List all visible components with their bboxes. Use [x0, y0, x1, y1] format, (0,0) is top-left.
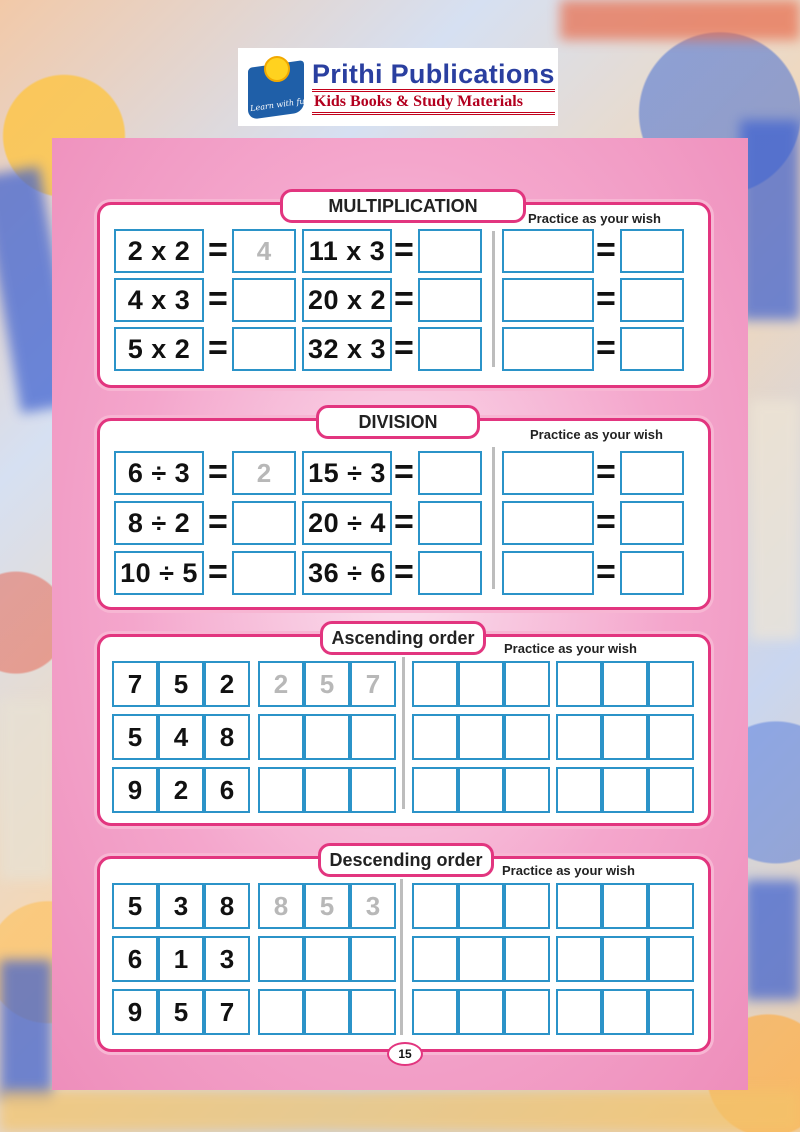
expression-box: 15 ÷ 3 — [302, 451, 392, 495]
equals-sign: = — [208, 280, 228, 318]
section-divider — [402, 657, 405, 809]
equals-sign: = — [208, 553, 228, 591]
logo-caption: Learn with fun — [249, 95, 311, 114]
practice-answer-cell[interactable] — [648, 714, 694, 760]
book-logo-icon — [244, 52, 311, 122]
practice-cell[interactable] — [412, 883, 458, 929]
answer-cell[interactable] — [304, 767, 350, 813]
section-divider — [400, 879, 403, 1035]
answer-cell[interactable]: 2 — [258, 661, 304, 707]
expression-box: 32 x 3 — [302, 327, 392, 371]
practice-answer-box[interactable] — [620, 551, 684, 595]
number-cell: 5 — [158, 661, 204, 707]
equals-sign: = — [596, 553, 616, 591]
answer-cell[interactable] — [258, 767, 304, 813]
section-divider — [492, 447, 495, 589]
number-cell: 2 — [204, 661, 250, 707]
practice-cell[interactable] — [504, 883, 550, 929]
number-cell: 5 — [112, 714, 158, 760]
number-cell: 5 — [158, 989, 204, 1035]
number-cell: 9 — [112, 767, 158, 813]
practice-cell[interactable] — [504, 661, 550, 707]
practice-question-box[interactable] — [502, 451, 594, 495]
expression-box: 36 ÷ 6 — [302, 551, 392, 595]
practice-cell[interactable] — [504, 767, 550, 813]
answer-box[interactable] — [418, 451, 482, 495]
equals-sign: = — [208, 453, 228, 491]
practice-answer-box[interactable] — [620, 501, 684, 545]
practice-answer-cell[interactable] — [648, 989, 694, 1035]
descending-title: Descending order — [318, 843, 494, 877]
practice-cell[interactable] — [504, 989, 550, 1035]
equals-sign: = — [208, 231, 228, 269]
answer-cell[interactable] — [350, 767, 396, 813]
answer-cell[interactable] — [350, 936, 396, 982]
equals-sign: = — [208, 329, 228, 367]
practice-answer-box[interactable] — [620, 327, 684, 371]
practice-answer-cell[interactable] — [556, 714, 602, 760]
answer-cell[interactable] — [258, 714, 304, 760]
answer-box[interactable] — [418, 229, 482, 273]
practice-answer-cell[interactable] — [648, 767, 694, 813]
expression-box: 4 x 3 — [114, 278, 204, 322]
practice-answer-cell[interactable] — [602, 936, 648, 982]
practice-answer-cell[interactable] — [602, 989, 648, 1035]
equals-sign: = — [596, 453, 616, 491]
page-number: 15 — [387, 1042, 423, 1066]
number-cell: 3 — [158, 883, 204, 929]
practice-answer-box[interactable] — [620, 278, 684, 322]
descending-section — [97, 850, 711, 1052]
practice-answer-cell[interactable] — [602, 661, 648, 707]
practice-answer-cell[interactable] — [556, 989, 602, 1035]
answer-box[interactable] — [232, 278, 296, 322]
equals-sign: = — [394, 503, 414, 541]
practice-cell[interactable] — [504, 936, 550, 982]
answer-box[interactable] — [418, 327, 482, 371]
worksheet-page — [52, 138, 748, 1090]
practice-cell[interactable] — [458, 883, 504, 929]
practice-answer-cell[interactable] — [648, 883, 694, 929]
equals-sign: = — [394, 553, 414, 591]
expression-box: 8 ÷ 2 — [114, 501, 204, 545]
number-cell: 9 — [112, 989, 158, 1035]
publisher-logo — [238, 48, 558, 126]
practice-cell[interactable] — [458, 936, 504, 982]
answer-box[interactable] — [418, 501, 482, 545]
practice-answer-cell[interactable] — [648, 661, 694, 707]
practice-cell[interactable] — [458, 767, 504, 813]
number-cell: 4 — [158, 714, 204, 760]
equals-sign: = — [596, 503, 616, 541]
section-divider — [492, 231, 495, 367]
expression-box: 6 ÷ 3 — [114, 451, 204, 495]
number-cell: 6 — [112, 936, 158, 982]
equals-sign: = — [394, 280, 414, 318]
answer-cell[interactable]: 8 — [258, 883, 304, 929]
equals-sign: = — [394, 231, 414, 269]
practice-question-box[interactable] — [502, 278, 594, 322]
practice-label: Practice as your wish — [504, 641, 637, 656]
equals-sign: = — [394, 329, 414, 367]
practice-answer-cell[interactable] — [602, 714, 648, 760]
expression-box: 5 x 2 — [114, 327, 204, 371]
multiplication-section — [97, 196, 711, 388]
practice-answer-cell[interactable] — [556, 936, 602, 982]
practice-question-box[interactable] — [502, 501, 594, 545]
expression-box: 20 ÷ 4 — [302, 501, 392, 545]
answer-cell[interactable] — [304, 989, 350, 1035]
brand-name: Prithi Publications — [312, 59, 555, 89]
answer-cell[interactable] — [304, 714, 350, 760]
number-cell: 3 — [204, 936, 250, 982]
practice-answer-cell[interactable] — [556, 767, 602, 813]
expression-box: 2 x 2 — [114, 229, 204, 273]
practice-cell[interactable] — [458, 714, 504, 760]
answer-cell[interactable]: 5 — [304, 883, 350, 929]
practice-label: Practice as your wish — [528, 211, 661, 226]
answer-cell[interactable] — [350, 989, 396, 1035]
answer-box[interactable] — [418, 278, 482, 322]
number-cell: 7 — [112, 661, 158, 707]
ascending-title: Ascending order — [320, 621, 486, 655]
practice-question-box[interactable] — [502, 229, 594, 273]
practice-answer-box[interactable] — [620, 229, 684, 273]
answer-box[interactable] — [232, 551, 296, 595]
equals-sign: = — [596, 231, 616, 269]
answer-cell[interactable]: 5 — [304, 661, 350, 707]
answer-cell[interactable] — [258, 989, 304, 1035]
answer-cell[interactable] — [350, 714, 396, 760]
number-cell: 8 — [204, 883, 250, 929]
practice-answer-cell[interactable] — [556, 883, 602, 929]
equals-sign: = — [596, 329, 616, 367]
division-section — [97, 412, 711, 610]
practice-cell[interactable] — [412, 767, 458, 813]
practice-answer-cell[interactable] — [602, 883, 648, 929]
practice-label: Practice as your wish — [530, 427, 663, 442]
answer-box[interactable] — [232, 327, 296, 371]
expression-box: 11 x 3 — [302, 229, 392, 273]
equals-sign: = — [596, 280, 616, 318]
answer-box[interactable] — [418, 551, 482, 595]
answer-box[interactable]: 4 — [232, 229, 296, 273]
practice-question-box[interactable] — [502, 551, 594, 595]
practice-cell[interactable] — [458, 661, 504, 707]
number-cell: 8 — [204, 714, 250, 760]
ascending-section — [97, 628, 711, 826]
answer-cell[interactable] — [304, 936, 350, 982]
answer-cell[interactable]: 3 — [350, 883, 396, 929]
number-cell: 1 — [158, 936, 204, 982]
practice-question-box[interactable] — [502, 327, 594, 371]
equals-sign: = — [208, 503, 228, 541]
practice-cell[interactable] — [412, 936, 458, 982]
number-cell: 5 — [112, 883, 158, 929]
practice-answer-box[interactable] — [620, 451, 684, 495]
practice-cell[interactable] — [412, 714, 458, 760]
answer-cell[interactable]: 7 — [350, 661, 396, 707]
answer-box[interactable] — [232, 501, 296, 545]
practice-answer-cell[interactable] — [556, 661, 602, 707]
number-cell: 2 — [158, 767, 204, 813]
practice-cell[interactable] — [504, 714, 550, 760]
practice-cell[interactable] — [412, 661, 458, 707]
practice-cell[interactable] — [458, 989, 504, 1035]
number-cell: 7 — [204, 989, 250, 1035]
division-title: DIVISION — [316, 405, 480, 439]
multiplication-title: MULTIPLICATION — [280, 189, 526, 223]
expression-box: 20 x 2 — [302, 278, 392, 322]
answer-cell[interactable] — [258, 936, 304, 982]
practice-cell[interactable] — [412, 989, 458, 1035]
practice-answer-cell[interactable] — [648, 936, 694, 982]
brand-tagline: Kids Books & Study Materials — [312, 89, 555, 115]
expression-box: 10 ÷ 5 — [114, 551, 204, 595]
equals-sign: = — [394, 453, 414, 491]
answer-box[interactable]: 2 — [232, 451, 296, 495]
number-cell: 6 — [204, 767, 250, 813]
practice-answer-cell[interactable] — [602, 767, 648, 813]
practice-label: Practice as your wish — [502, 863, 635, 878]
smiley-icon — [264, 56, 290, 82]
